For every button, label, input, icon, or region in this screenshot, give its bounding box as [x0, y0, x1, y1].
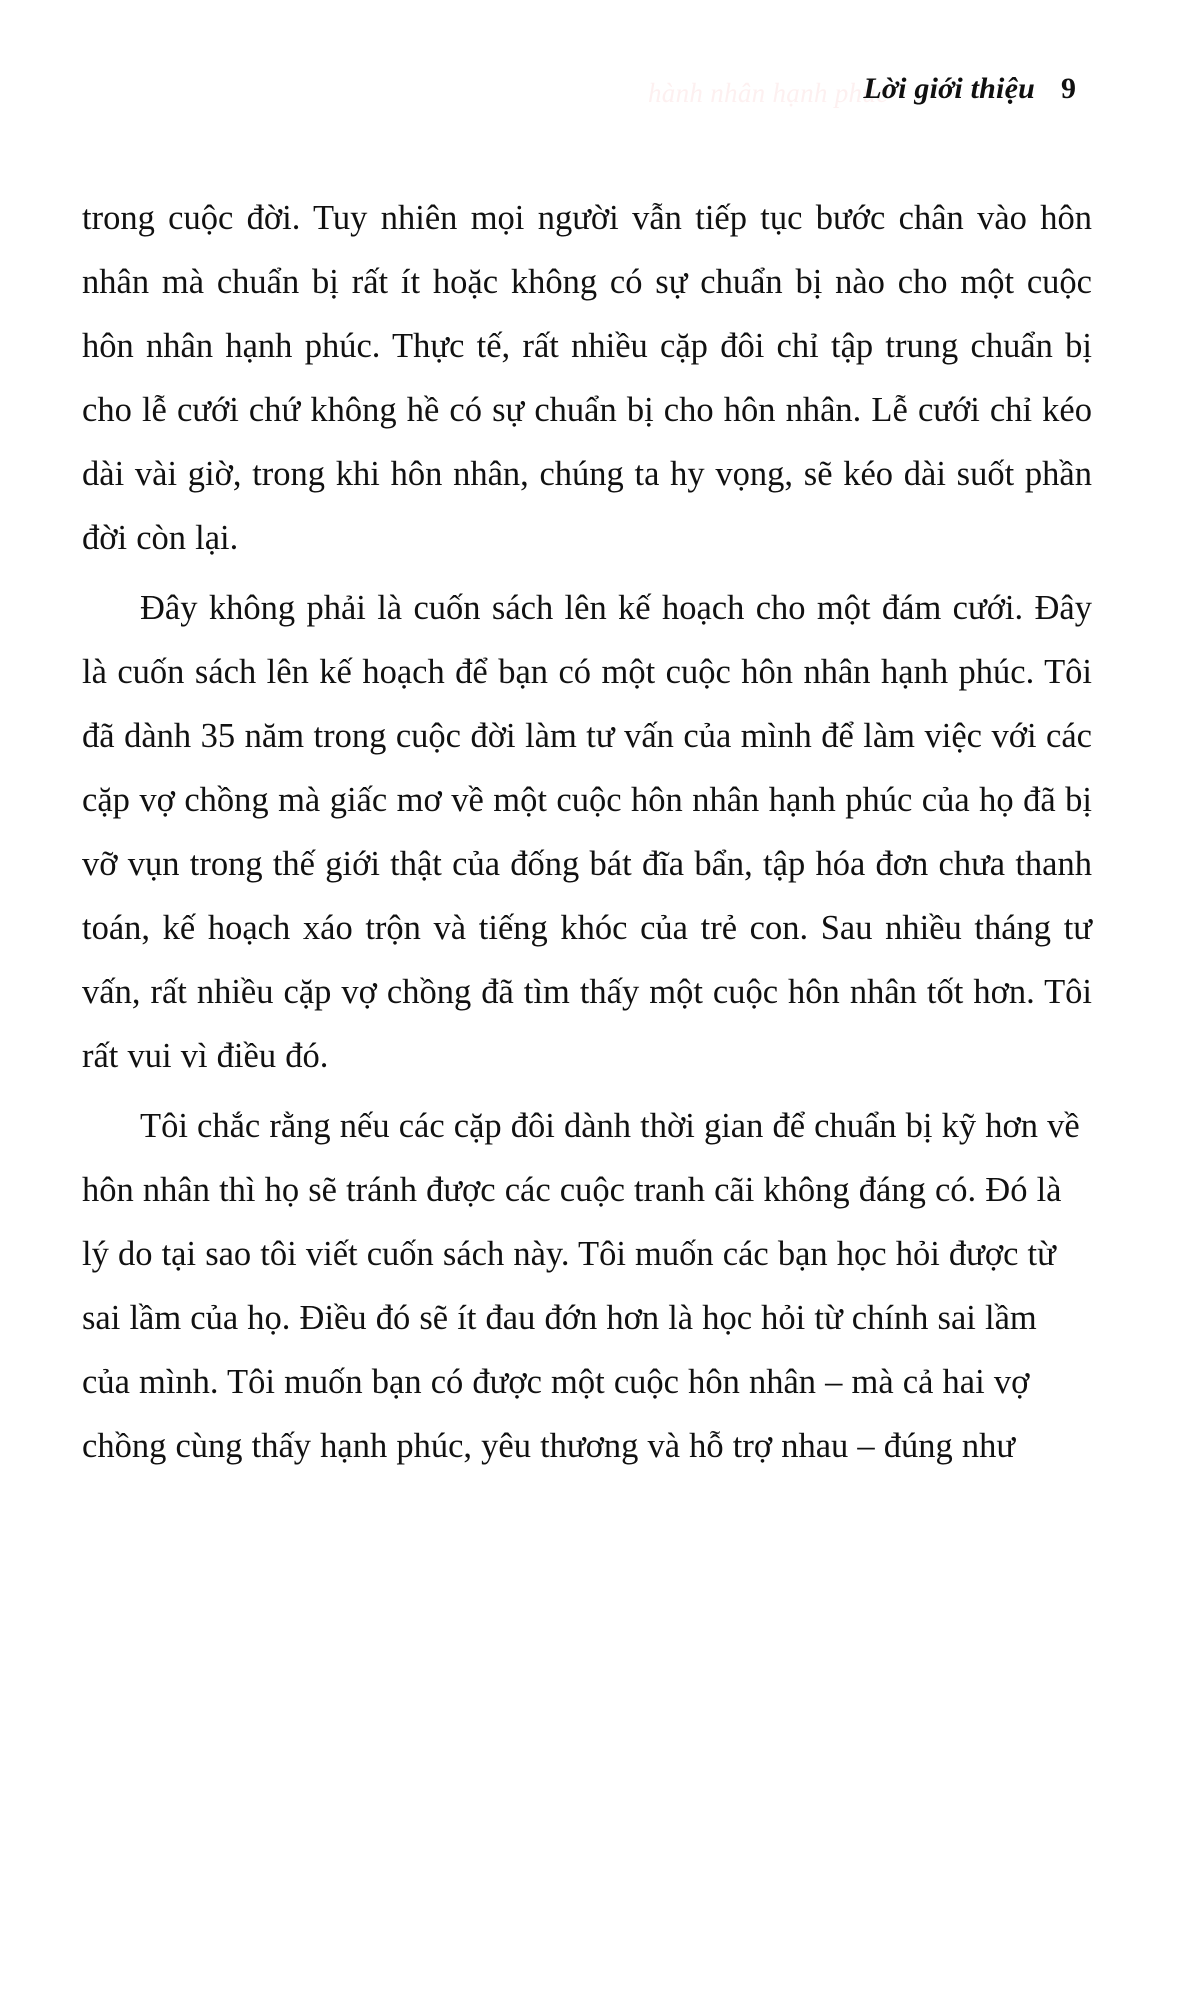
paragraph-2: Đây không phải là cuốn sách lên kế hoạch cho một đám cưới. Đây là cuốn sách lên kế hoạch để bạn có một cuộc hôn nhân hạnh phúc. Tôi đã dành 35 năm trong cuộc đời làm tư vấn của mình để làm việc với các cặp vợ chồng mà giấc mơ về một cuộc hôn nhân hạnh phúc của họ đã bị vỡ vụn trong thế giới thật của đống bát đĩa bẩn, tập hóa đơn chưa thanh toán, kế hoạch xáo trộn và tiếng khóc của trẻ con. Sau nhiều tháng tư vấn, rất nhiều cặp vợ chồng đã tìm thấy một cuộc hôn nhân tốt hơn. Tôi rất vui vì điều đó. [82, 589, 1092, 1075]
page-number: 9 [1061, 72, 1076, 105]
bleed-through-text: hành nhân hạnh phúc [648, 78, 889, 108]
running-head-title: Lời giới thiệu [863, 72, 1035, 105]
page-header [0, 72, 1076, 106]
body-text [82, 186, 1092, 1484]
paragraph-1: trong cuộc đời. Tuy nhiên mọi người vẫn tiếp tục bước chân vào hôn nhân mà chuẩn bị rất ít hoặc không có sự chuẩn bị nào cho một cuộc hôn nhân hạnh phúc. Thực tế, rất nhiều cặp đôi chỉ tập trung chuẩn bị cho lễ cưới chứ không hề có sự chuẩn bị cho hôn nhân. Lễ cưới chỉ kéo dài vài giờ, trong khi hôn nhân, chúng ta hy vọng, sẽ kéo dài suốt phần đời còn lại. [82, 199, 1092, 557]
paragraph-3: Tôi chắc rằng nếu các cặp đôi dành thời gian để chuẩn bị kỹ hơn về hôn nhân thì họ sẽ tránh được các cuộc tranh cãi không đáng có. Đó là lý do tại sao tôi viết cuốn sách này. Tôi muốn các bạn học hỏi được từ sai lầm của họ. Điều đó sẽ ít đau đớn hơn là học hỏi từ chính sai lầm của mình. Tôi muốn bạn có được một cuộc hôn nhân – mà cả hai vợ chồng cùng thấy hạnh phúc, yêu thương và hỗ trợ nhau – đúng như [82, 1107, 1080, 1465]
